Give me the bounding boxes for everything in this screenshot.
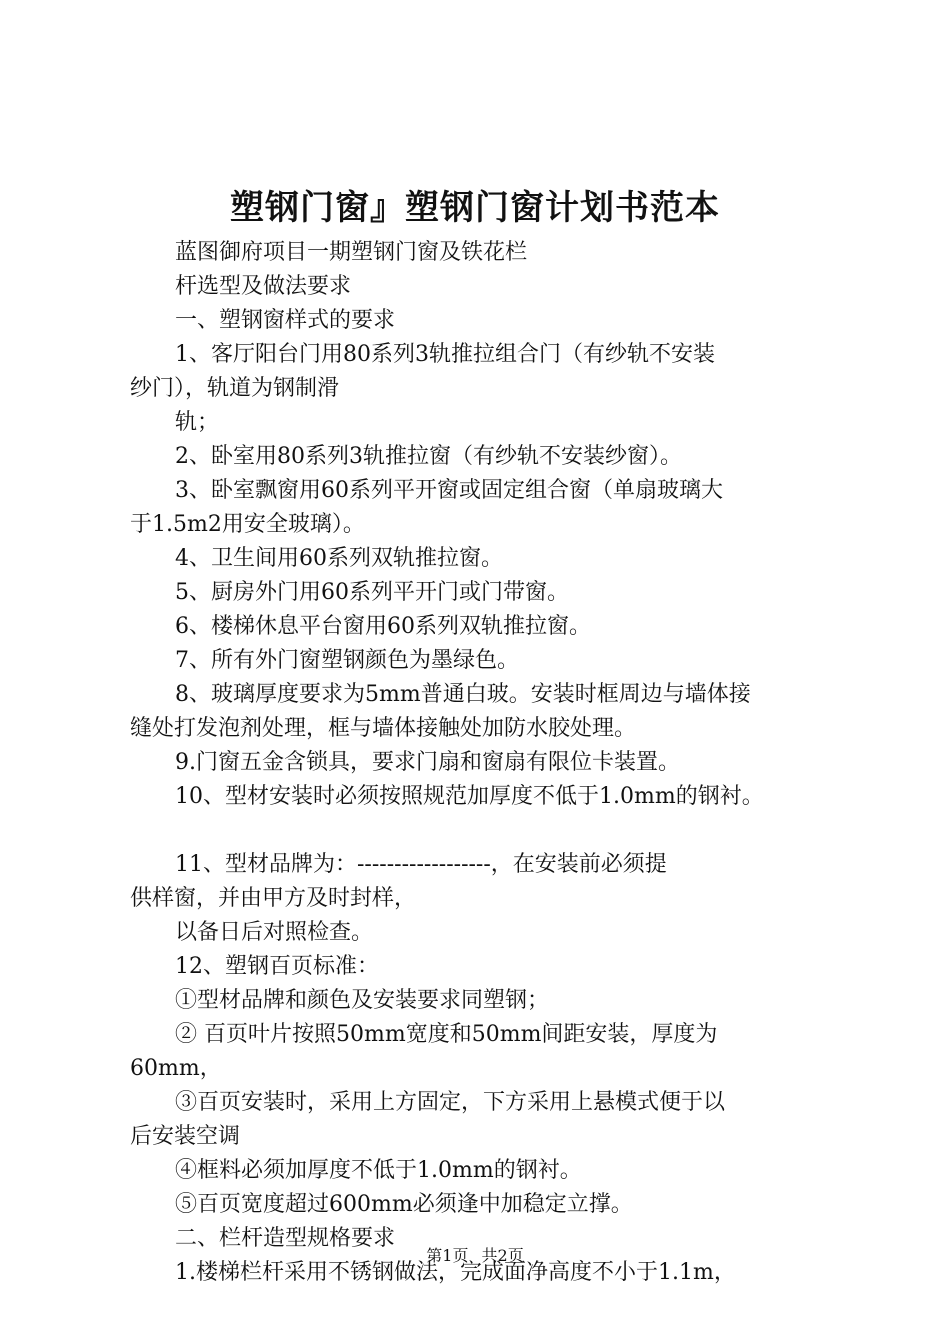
section-heading: 二、栏杆造型规格要求 <box>175 1226 396 1251</box>
text-line: 60mm， <box>130 1056 222 1081</box>
sub-list-item: ② 百页叶片按照50mm宽度和50mm间距安装，厚度为 <box>175 1022 718 1047</box>
text-line: 蓝图御府项目一期塑钢门窗及铁花栏 <box>175 240 528 265</box>
list-item: 11、型材品牌为：------------------，在安装前必须提 <box>175 852 667 877</box>
sub-list-item: ④框料必须加厚度不低于1.0mm的钢衬。 <box>175 1158 582 1183</box>
list-item: 3、卧室飘窗用60系列平开窗或固定组合窗（单扇玻璃大 <box>175 478 723 503</box>
list-item: 1、客厅阳台门用80系列3轨推拉组合门（有纱轨不安装 <box>175 342 715 367</box>
list-item: 8、玻璃厚度要求为5mm普通白玻。安装时框周边与墙体接 <box>175 682 751 707</box>
section-heading: 一、塑钢窗样式的要求 <box>175 308 396 333</box>
text-line: 以备日后对照检查。 <box>175 920 374 945</box>
document-body <box>130 236 835 1290</box>
text-line: 后安装空调 <box>130 1124 241 1149</box>
text-line: 杆选型及做法要求 <box>175 274 352 299</box>
page-total: 共2页 <box>481 1246 524 1265</box>
list-item: 7、所有外门窗塑钢颜色为墨绿色。 <box>175 648 519 673</box>
list-item: 9.门窗五金含锁具，要求门扇和窗扇有限位卡装置。 <box>175 750 680 775</box>
page-footer <box>0 1244 950 1268</box>
text-line: 于1.5m2用安全玻璃）。 <box>130 512 365 537</box>
list-item: 6、楼梯休息平台窗用60系列双轨推拉窗。 <box>175 614 591 639</box>
text-line: 纱门），轨道为钢制滑 <box>130 376 340 401</box>
list-item: 1.楼梯栏杆采用不锈钢做法，完成面净高度不小于1.1m， <box>175 1260 736 1285</box>
list-item: 10、型材安装时必须按照规范加厚度不低于1.0mm的钢衬。 <box>175 784 764 809</box>
list-item: 2、卧室用80系列3轨推拉窗（有纱轨不安装纱窗）。 <box>175 444 682 469</box>
list-item: 5、厨房外门用60系列平开门或门带窗。 <box>175 580 569 605</box>
sub-list-item: ⑤百页宽度超过600mm必须逢中加稳定立撑。 <box>175 1192 633 1217</box>
text-line: 轨； <box>175 410 220 435</box>
blank-line <box>130 814 835 848</box>
page-number: 第1页 <box>426 1246 469 1265</box>
sub-list-item: ①型材品牌和颜色及安装要求同塑钢； <box>175 988 550 1013</box>
list-item: 12、塑钢百页标准： <box>175 954 379 979</box>
sub-list-item: ③百页安装时，采用上方固定，下方采用上悬模式便于以 <box>175 1090 726 1115</box>
text-line: 缝处打发泡剂处理，框与墙体接触处加防水胶处理。 <box>130 716 637 741</box>
text-line: 供样窗，并由甲方及时封样， <box>130 886 417 911</box>
list-item: 4、卫生间用60系列双轨推拉窗。 <box>175 546 503 571</box>
page-title: 塑钢门窗』塑钢门窗计划书范本 <box>230 188 720 228</box>
